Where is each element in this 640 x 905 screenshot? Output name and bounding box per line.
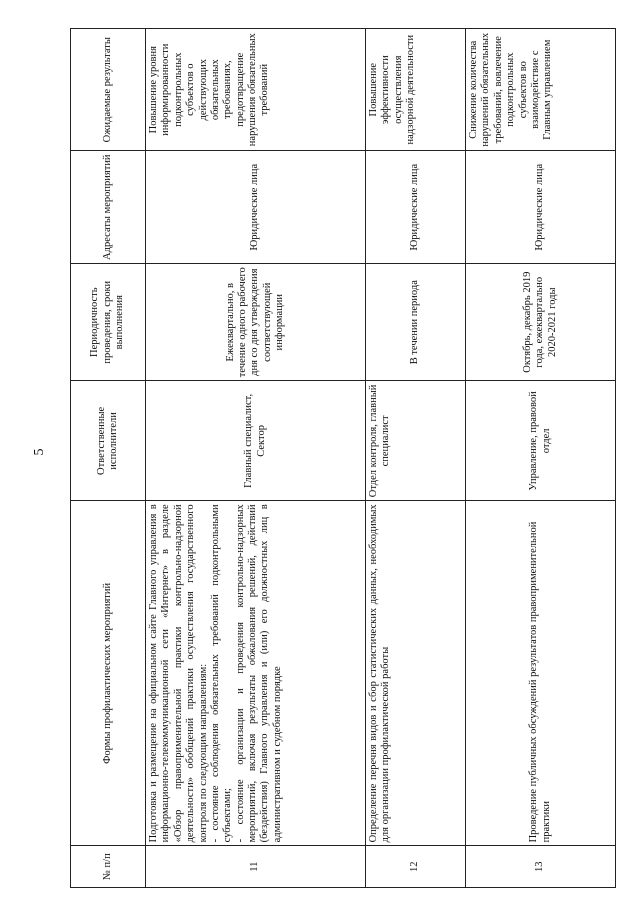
executors-cell: Управление, правовой отдел (466, 381, 616, 501)
measure-form-line: Подготовка и размещение на официальном сайте Главного управления в информационно-телекоммуникационной сети «Интернет» в разделе «Обзор правоприменительной практики контрольно-надзорной деятельности» обобщений практики осуществления государственного контроля по следующим направлениям: (148, 504, 209, 843)
addressees-cell: Юридические лица (366, 151, 466, 264)
rotated-table-container (70, 28, 610, 888)
results-cell: Повышение уровня информированности подконтрольных субъектов о действующих обязательных требованиях, предотвращение нарушения обязательных требований (146, 29, 366, 151)
executors-cell: Главный специалист, Сектор (146, 381, 366, 501)
addressees-cell: Юридические лица (146, 151, 366, 264)
header-num: № п/п (71, 846, 146, 888)
periodicity-cell: В течении периода (366, 263, 466, 380)
executors-cell: Отдел контроля, главный специалист (366, 381, 466, 501)
measure-form (146, 501, 366, 846)
measure-form-line: - состояние организации и проведения контрольно-надзорных мероприятий, включая результаты обжалования решений, действий (бездействия) Главного управления и (или) его должностных лиц в административном и судебном порядке (234, 504, 283, 843)
table-row (366, 29, 466, 888)
periodicity-cell: Октябрь, декабрь 2019 года, ежеквартально 2020-2021 годы (466, 263, 616, 380)
table-header-row (71, 29, 146, 888)
measure-form-line: - состояние соблюдения обязательных требований подконтрольными субъектами; (209, 504, 234, 843)
header-forms: Формы профилактических мероприятий (71, 501, 146, 846)
header-addressees: Адресаты мероприятий (71, 151, 146, 264)
results-cell: Повышение эффективности осуществления надзорной деятельности (366, 29, 466, 151)
header-executors: Ответственные исполнители (71, 381, 146, 501)
measure-form-line: Определение перечня видов и сбор статистических данных, необходимых для организации профилактической работы (368, 504, 392, 843)
measure-form (366, 501, 466, 846)
header-results: Ожидаемые результаты (71, 29, 146, 151)
table-row (146, 29, 366, 888)
row-number: 11 (146, 846, 366, 888)
measure-form-line: Проведение публичных обсуждений результатов правоприменительной практики (528, 521, 552, 843)
table-row (466, 29, 616, 888)
prevention-measures-table (70, 28, 616, 888)
measure-form (466, 501, 616, 846)
header-periodicity: Периодичность проведения, сроки выполнения (71, 263, 146, 380)
row-number: 13 (466, 846, 616, 888)
row-number: 12 (366, 846, 466, 888)
results-cell: Снижение количества нарушений обязательных требований, вовлечение подконтрольных субъектов во взаимодействие с Главным управлением (466, 29, 616, 151)
page-number: 5 (32, 448, 47, 456)
addressees-cell: Юридические лица (466, 151, 616, 264)
periodicity-cell: Ежеквартально, в течение одного рабочего дня со дня утверждения соответствующей информации (146, 263, 366, 380)
